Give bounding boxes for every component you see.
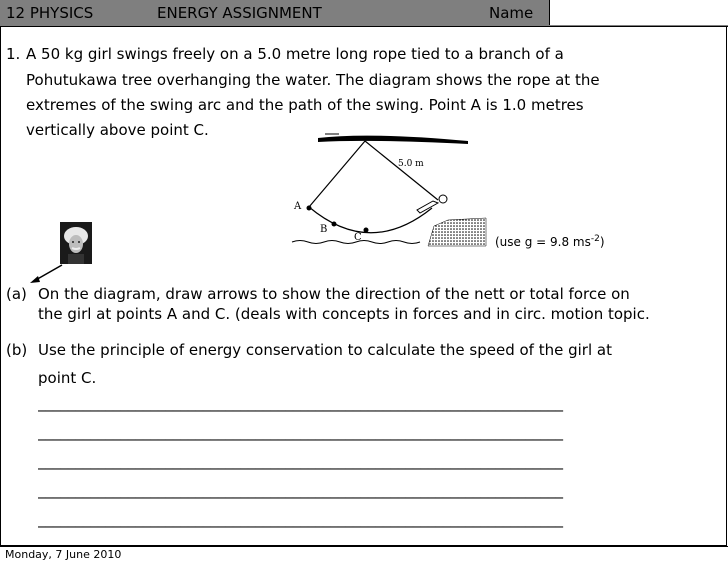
part-a-text-line: the girl at points A and C. (deals with concepts in forces and in circ. motion topic. [38, 305, 650, 323]
name-label: Name [489, 4, 534, 22]
girl-head [439, 195, 447, 203]
point-a-label: A [294, 201, 302, 212]
answer-line[interactable]: ______________________________________________________________________ [38, 481, 563, 499]
answer-line[interactable]: ______________________________________________________________________ [38, 510, 563, 528]
point-a-dot [307, 206, 312, 211]
question-text-line: A 50 kg girl swings freely on a 5.0 metre long rope tied to a branch of a [26, 45, 564, 63]
part-b-label: (b) [6, 341, 28, 359]
question-text-line: extremes of the swing arc and the path of the swing. Point A is 1.0 metres [26, 96, 584, 114]
question-text-line: vertically above point C. [26, 121, 209, 139]
footer-divider [0, 546, 728, 547]
part-b-text-line: point C. [38, 369, 97, 387]
rope-left [309, 141, 365, 207]
part-b-text-line: Use the principle of energy conservation to calculate the speed of the girl at [38, 341, 612, 359]
point-b-label: B [320, 224, 328, 235]
tree-branch [318, 136, 468, 144]
rope-length-label: 5.0 m [398, 159, 424, 169]
question-number: 1. [6, 45, 21, 63]
part-a-text-line: On the diagram, draw arrows to show the direction of the nett or total force on [38, 285, 630, 303]
question-text-line: Pohutukawa tree overhanging the water. The diagram shows the rope at the [26, 71, 600, 89]
point-c-dot [364, 228, 369, 233]
footer-date: Monday, 7 June 2010 [5, 548, 122, 561]
portrait-image [60, 222, 92, 264]
river-bank [428, 218, 486, 246]
part-a-label: (a) [6, 285, 27, 303]
assignment-title: ENERGY ASSIGNMENT [157, 4, 322, 22]
rope-right [365, 141, 438, 200]
answer-line[interactable]: ______________________________________________________________________ [38, 423, 563, 441]
course-title: 12 PHYSICS [6, 4, 94, 22]
point-c-label: C [354, 232, 362, 243]
point-b-dot [332, 222, 337, 227]
swing-arc [309, 207, 432, 233]
gravity-note: (use g = 9.8 $ms^{-2}$) [495, 234, 605, 249]
answer-line[interactable]: ______________________________________________________________________ [38, 452, 563, 470]
answer-line[interactable]: ______________________________________________________________________ [38, 394, 563, 412]
